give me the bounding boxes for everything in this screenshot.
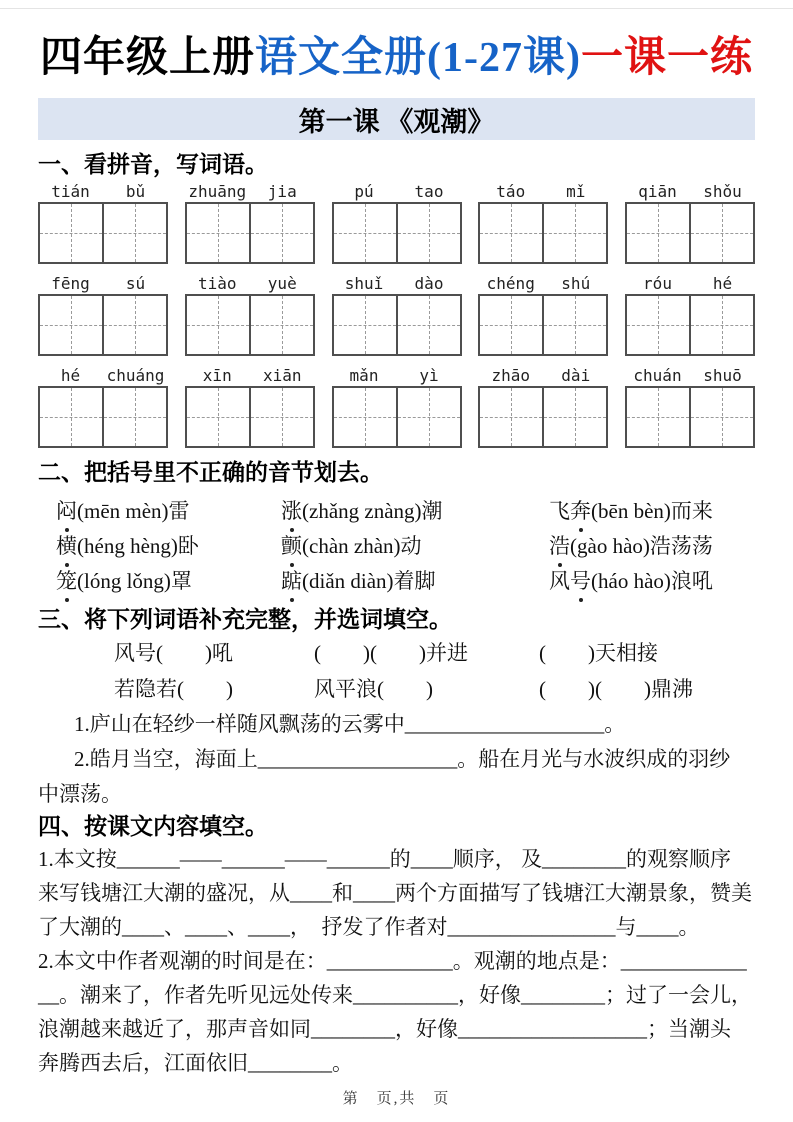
title-grade: 四年级上册 [40, 35, 256, 81]
writing-cell [396, 204, 460, 262]
pinyin-syllable: táo [496, 182, 526, 202]
pinyin-syllable: tiào [197, 274, 237, 294]
syllable-options: (lóng lǒng) [77, 569, 171, 594]
item-suffix: 而来 [670, 499, 713, 524]
writing-cell [40, 204, 102, 262]
pinyin-syllable: shǒu [703, 182, 742, 202]
word-completion-row [38, 671, 755, 707]
pinyin-group [625, 274, 755, 356]
writing-cell [396, 296, 460, 354]
syllable-choice-item [549, 564, 755, 599]
pinyin-syllable: hé [712, 274, 733, 294]
lesson-title: 第一课 《观潮》 [298, 106, 495, 137]
word-completion-row [38, 635, 755, 671]
pinyin-group [625, 366, 755, 448]
syllable-choice-item [56, 494, 281, 529]
pinyin-syllable: shuō [703, 366, 742, 386]
writing-grid [478, 386, 608, 448]
fill-blank-line: 浪潮越来越近了，那声音如同________，好像__________________；当潮头 [38, 1017, 731, 1042]
syllable-options: (gào hào) [570, 534, 650, 559]
pinyin-syllable: dài [561, 366, 591, 386]
item-suffix: 雷 [168, 499, 190, 524]
writing-cell [627, 204, 689, 262]
pinyin-syllable: sú [125, 274, 146, 294]
fill-blank-line: 奔腾西去后，江面依旧________。 [38, 1051, 353, 1076]
writing-grid [625, 294, 755, 356]
pinyin-syllable: zhāo [491, 366, 531, 386]
writing-grid [625, 202, 755, 264]
pinyin-group [332, 182, 462, 264]
writing-cell [249, 296, 313, 354]
pinyin-syllable: xiān [262, 366, 302, 386]
fill-blank-line: 来写钱塘江大潮的盛况，从____和____两个方面描写了钱塘江大潮景象，赞美 [38, 881, 752, 906]
writing-grid [185, 294, 315, 356]
syllable-choice-item [56, 564, 281, 599]
emphasized-char: 涨 [281, 494, 302, 529]
writing-grid [38, 294, 168, 356]
pinyin-syllable: tao [414, 182, 444, 202]
pinyin-syllable: hé [60, 366, 81, 386]
writing-grid [478, 294, 608, 356]
writing-cell [480, 296, 542, 354]
item-suffix: 潮 [421, 499, 443, 524]
item-prefix: 飞 [549, 499, 570, 524]
item-suffix: 卧 [177, 534, 199, 559]
pinyin-group [332, 274, 462, 356]
pinyin-syllable: shú [561, 274, 591, 294]
syllable-choice-item [281, 564, 549, 599]
pinyin-group [478, 274, 608, 356]
fill-blank-sentence: 1.庐山在轻纱一样随风飘荡的云雾中___________________。 [74, 712, 626, 737]
writing-cell [334, 388, 396, 446]
writing-cell [102, 204, 166, 262]
pinyin-syllable: zhuāng [188, 182, 247, 202]
writing-cell [689, 296, 753, 354]
writing-grid [332, 294, 462, 356]
writing-grid [185, 386, 315, 448]
pinyin-row [38, 274, 755, 356]
writing-grid [38, 386, 168, 448]
syllable-options: (zhǎng znàng) [302, 499, 422, 524]
section1-heading: 一、看拼音，写词语。 [38, 152, 268, 178]
pinyin-syllable: dào [414, 274, 444, 294]
fill-blank-line: 1.本文按______——______——______的____顺序， 及________的观察顺序 [38, 847, 731, 872]
item-suffix: 动 [400, 534, 422, 559]
pinyin-labels [38, 182, 168, 202]
pinyin-row [38, 182, 755, 264]
writing-cell [627, 296, 689, 354]
pinyin-group [185, 182, 315, 264]
page-footer: 第 页,共 页 [342, 1091, 451, 1107]
writing-cell [689, 388, 753, 446]
word-completion-item: ( )天相接 [539, 641, 658, 666]
syllable-options: (bēn bèn) [591, 499, 671, 524]
pinyin-syllable: chuán [633, 366, 682, 386]
writing-grid [332, 202, 462, 264]
writing-cell [40, 388, 102, 446]
writing-cell [627, 388, 689, 446]
pinyin-labels [478, 274, 608, 294]
fill-blank-line: 2.本文中作者观潮的时间是在：____________。观潮的地点是：____________ [38, 949, 747, 974]
writing-cell [542, 204, 606, 262]
fill-blank-sentence: 中漂荡。 [38, 782, 122, 807]
pinyin-labels [38, 274, 168, 294]
pinyin-labels [332, 366, 462, 386]
syllable-choice-grid [38, 494, 755, 599]
title-subject: 语文全册(1-27课) [255, 35, 581, 81]
writing-cell [542, 296, 606, 354]
pinyin-labels [625, 182, 755, 202]
pinyin-syllable: chéng [486, 274, 535, 294]
writing-cell [187, 204, 249, 262]
writing-grid [625, 386, 755, 448]
syllable-choice-item [549, 494, 755, 529]
writing-grid [38, 202, 168, 264]
pinyin-group [332, 366, 462, 448]
syllable-options: (diǎn diàn) [302, 569, 394, 594]
pinyin-syllable: xīn [202, 366, 232, 386]
pinyin-group [185, 366, 315, 448]
item-prefix: 风 [549, 569, 570, 594]
page-top-edge [0, 8, 793, 9]
fill-blank-line: __。潮来了，作者先听见远处传来__________，好像________；过了一会儿， [38, 983, 752, 1008]
syllable-options: (háo hào) [591, 569, 671, 594]
pinyin-group [38, 366, 168, 448]
pinyin-group [185, 274, 315, 356]
item-suffix: 浩荡荡 [649, 534, 713, 559]
emphasized-char: 笼 [56, 564, 77, 599]
pinyin-labels [478, 182, 608, 202]
emphasized-char: 闷 [56, 494, 77, 529]
section2-heading: 二、把括号里不正确的音节划去。 [38, 460, 383, 486]
pinyin-labels [185, 182, 315, 202]
pinyin-row [38, 366, 755, 448]
writing-grid [332, 386, 462, 448]
pinyin-labels [38, 366, 168, 386]
emphasized-char: 浩 [549, 529, 570, 564]
pinyin-group [38, 274, 168, 356]
word-completion-item: 风号( )吼 [114, 641, 233, 666]
title-type: 一课一练 [580, 35, 753, 81]
pinyin-syllable: jia [267, 182, 297, 202]
syllable-choice-item [281, 529, 549, 564]
writing-cell [689, 204, 753, 262]
writing-cell [396, 388, 460, 446]
pinyin-syllable: bǔ [125, 182, 146, 202]
section4-heading: 四、按课文内容填空。 [38, 814, 268, 840]
emphasized-char: 号 [570, 564, 591, 599]
pinyin-syllable: fēng [51, 274, 90, 294]
pinyin-syllable: mǐ [566, 182, 586, 202]
pinyin-labels [625, 274, 755, 294]
word-completion-item: 风平浪( ) [314, 677, 433, 702]
pinyin-syllable: chuáng [106, 366, 165, 386]
writing-grid [478, 202, 608, 264]
item-suffix: 着脚 [393, 569, 436, 594]
pinyin-group [38, 182, 168, 264]
pinyin-syllable: qiān [638, 182, 677, 202]
writing-cell [334, 296, 396, 354]
pinyin-syllable: tián [51, 182, 90, 202]
pinyin-writing-area [38, 182, 755, 448]
writing-cell [249, 204, 313, 262]
lesson-header-band [38, 98, 755, 140]
fill-blank-line: 了大潮的____、____、____， 抒发了作者对________________与____。 [38, 915, 700, 940]
writing-cell [480, 204, 542, 262]
writing-cell [102, 388, 166, 446]
emphasized-char: 横 [56, 529, 77, 564]
fill-blank-sentence: 2.皓月当空，海面上___________________。船在月光与水波织成的羽纱 [74, 747, 731, 772]
writing-cell [187, 388, 249, 446]
writing-cell [542, 388, 606, 446]
writing-cell [187, 296, 249, 354]
pinyin-syllable: shuǐ [344, 274, 384, 294]
emphasized-char: 颤 [281, 529, 302, 564]
section3-heading: 三、将下列词语补充完整，并选词填空。 [38, 607, 452, 633]
pinyin-syllable: yuè [267, 274, 297, 294]
word-completion-item: ( )( )鼎沸 [539, 677, 693, 702]
pinyin-labels [332, 182, 462, 202]
item-suffix: 罩 [170, 569, 192, 594]
pinyin-labels [185, 274, 315, 294]
pinyin-labels [478, 366, 608, 386]
writing-cell [334, 204, 396, 262]
syllable-options: (mēn mèn) [77, 499, 169, 524]
syllable-options: (héng hèng) [77, 534, 178, 559]
syllable-options: (chàn zhàn) [302, 534, 401, 559]
syllable-choice-item [549, 529, 755, 564]
pinyin-labels [332, 274, 462, 294]
writing-cell [102, 296, 166, 354]
pinyin-labels [185, 366, 315, 386]
pinyin-group [478, 182, 608, 264]
item-suffix: 浪吼 [670, 569, 713, 594]
pinyin-syllable: pú [354, 182, 374, 202]
pinyin-group [625, 182, 755, 264]
word-completion-item: 若隐若( ) [114, 677, 233, 702]
word-completion-item: ( )( )并进 [314, 641, 468, 666]
pinyin-syllable: róu [643, 274, 672, 294]
pinyin-labels [625, 366, 755, 386]
pinyin-syllable: mǎn [349, 366, 379, 386]
pinyin-group [478, 366, 608, 448]
writing-cell [249, 388, 313, 446]
writing-grid [185, 202, 315, 264]
syllable-choice-item [281, 494, 549, 529]
emphasized-char: 踮 [281, 564, 302, 599]
emphasized-char: 奔 [570, 494, 591, 529]
page-title [38, 34, 755, 82]
pinyin-syllable: yì [419, 366, 439, 386]
syllable-choice-item [56, 529, 281, 564]
writing-cell [480, 388, 542, 446]
writing-cell [40, 296, 102, 354]
